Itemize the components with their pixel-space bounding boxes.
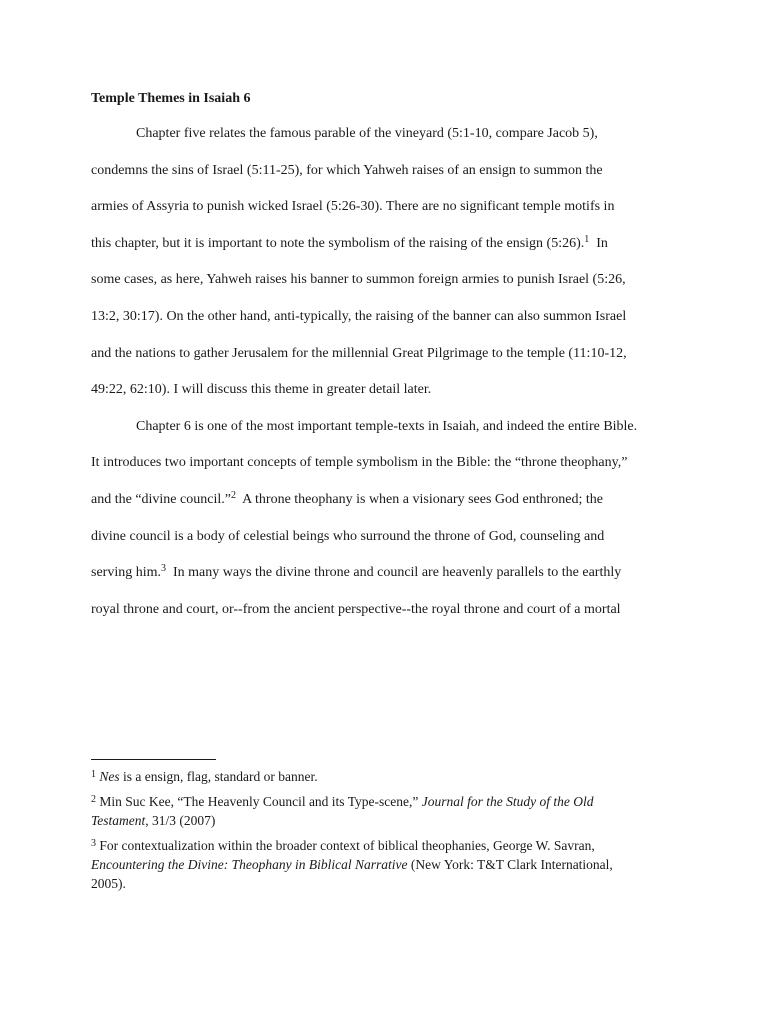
footnote-text: (New York: T&T Clark International,	[407, 857, 613, 872]
footnote-number: 1	[91, 769, 96, 780]
footnote-number: 2	[91, 794, 96, 805]
footnote-1	[91, 767, 681, 786]
text-line: Chapter 6 is one of the most important temple-texts in Isaiah, and indeed the entire Bible.	[136, 418, 638, 434]
text-span: this chapter, but it is important to note the symbolism of the raising of the ensign (5:26).	[91, 235, 585, 251]
text-line: divine council is a body of celestial beings who surround the throne of God, counseling and	[91, 528, 605, 544]
footnote-3	[91, 836, 681, 893]
footnote-line	[91, 836, 681, 855]
text-span: In	[589, 235, 608, 251]
text-line: It introduces two important concepts of temple symbolism in the Bible: the “throne theophany,”	[91, 455, 628, 471]
text-line: some cases, as here, Yahweh raises his banner to summon foreign armies to punish Israel (5:26,	[91, 272, 626, 288]
footnote-line: 2005).	[91, 876, 126, 891]
text-line	[91, 226, 679, 263]
text-line: Chapter five relates the famous parable of the vineyard (5:1-10, compare Jacob 5),	[136, 126, 598, 141]
footnote-line	[91, 811, 681, 830]
footnote-text: For contextualization within the broader context of biblical theophanies, George W. Savran,	[96, 838, 595, 853]
text-line: 13:2, 30:17). On the other hand, anti-typically, the raising of the banner can also summon Israel	[91, 308, 627, 324]
footnote-reference[interactable]: 1	[584, 233, 590, 245]
section-heading: Temple Themes in Isaiah 6	[91, 91, 251, 106]
footnote-line	[91, 855, 681, 874]
footnote-2	[91, 792, 681, 830]
footnotes	[91, 767, 681, 899]
footnote-text: is a ensign, flag, standard or banner.	[119, 769, 318, 784]
text-span: and the “divine council.”	[91, 491, 231, 507]
text-line: royal throne and court, or--from the ancient perspective--the royal throne and court of a mortal	[91, 601, 621, 617]
text-span: In many ways the divine throne and council are heavenly parallels to the earthly	[166, 565, 622, 581]
footnote-separator	[91, 759, 216, 760]
text-span: serving him.	[91, 565, 161, 581]
text-line: and the nations to gather Jerusalem for the millennial Great Pilgrimage to the temple (11:10-12,	[91, 345, 627, 361]
text-line: 49:22, 62:10). I will discuss this theme in greater detail later.	[91, 382, 432, 398]
text-line	[91, 555, 679, 592]
footnote-text: Min Suc Kee, “The Heavenly Council and its Type-scene,”	[96, 794, 422, 809]
footnote-italic: Nes	[99, 769, 120, 784]
footnote-number: 3	[91, 838, 96, 849]
footnote-reference[interactable]: 2	[230, 489, 236, 501]
text-line: condemns the sins of Israel (5:11-25), for which Yahweh raises of an ensign to summon the	[91, 162, 603, 178]
footnote-italic: Testament	[91, 813, 146, 828]
text-line	[91, 482, 679, 519]
body-text	[91, 116, 679, 628]
footnote-text: , 31/3 (2007)	[145, 813, 216, 828]
footnote-line	[91, 767, 681, 786]
footnote-line	[91, 792, 681, 811]
footnote-italic: Journal for the Study of the Old	[421, 794, 594, 809]
footnote-italic: Encountering the Divine: Theophany in Biblical Narrative	[91, 857, 408, 872]
text-span: A throne theophany is when a visionary sees God enthroned; the	[235, 491, 603, 507]
footnote-reference[interactable]: 3	[161, 563, 166, 575]
text-line: armies of Assyria to punish wicked Israel (5:26-30). There are no significant temple motifs in	[91, 199, 615, 215]
